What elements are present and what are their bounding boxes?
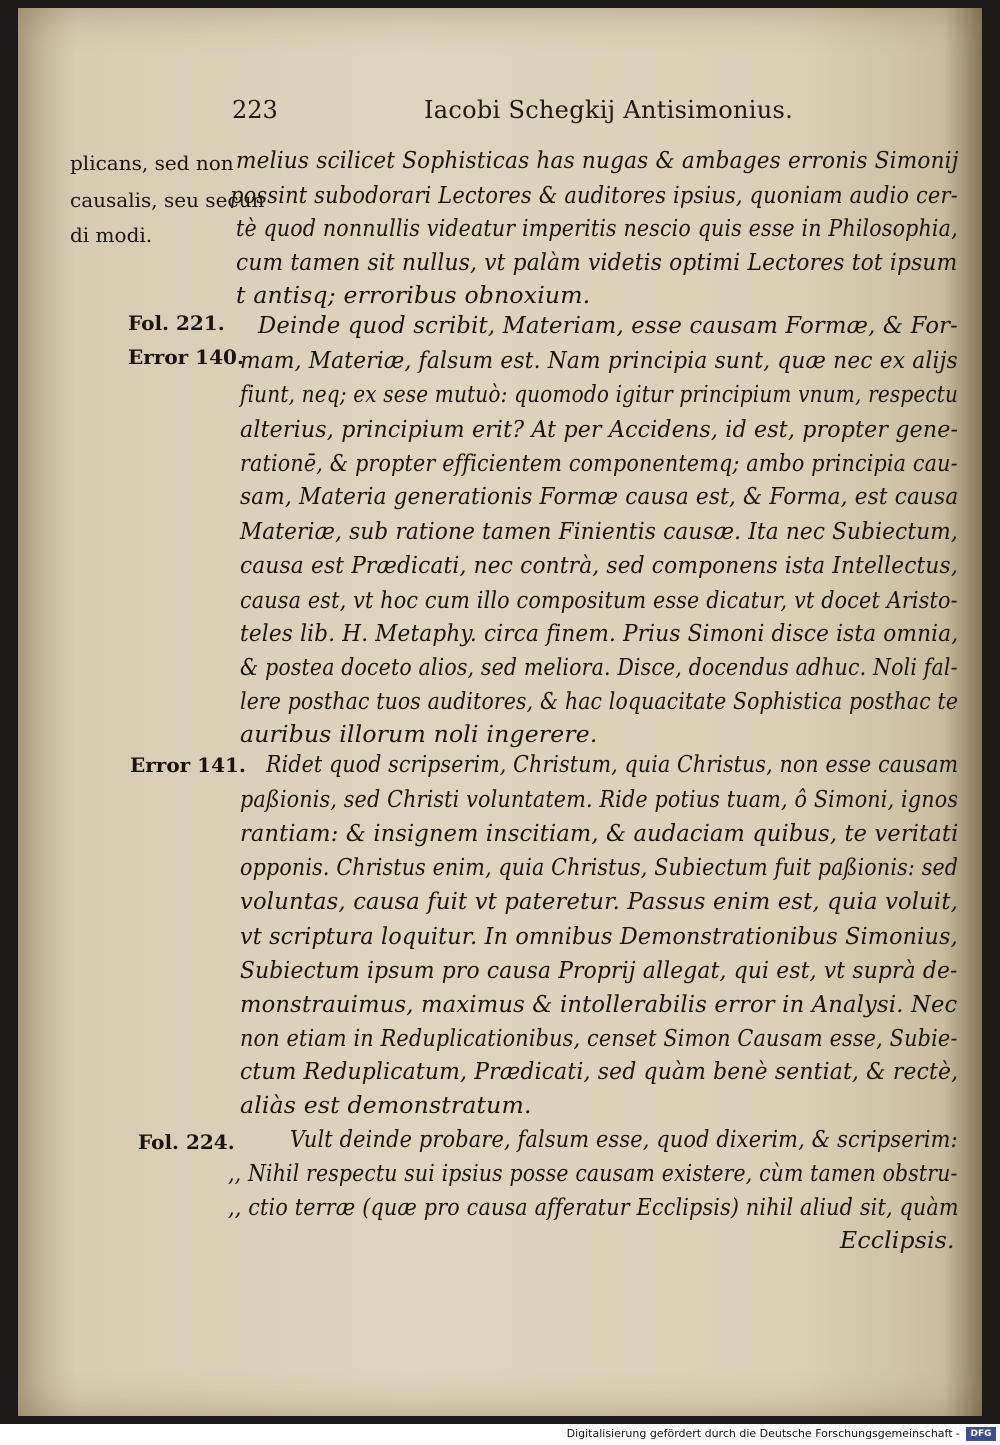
text-line: vt scriptura loquitur. In omnibus Demonstrationibus Simonius, bbox=[240, 922, 958, 950]
text-line: rationē, & propter efficientem componentemq; ambo principia cau- bbox=[240, 449, 958, 477]
text-line: & postea doceto alios, sed meliora. Disce, docendus adhuc. Noli fal- bbox=[240, 653, 958, 681]
text-line: ,, Nihil respectu sui ipsius posse causam existere, cùm tamen obstru- bbox=[228, 1159, 958, 1187]
running-head: Iacobi Schegkij Antisimonius. bbox=[424, 96, 794, 124]
text-line: tè quod nonnullis videatur imperitis nescio quis esse in Philosophia, bbox=[236, 214, 958, 242]
text-line: lere posthac tuos auditores, & hac loquacitate Sophistica posthac te bbox=[240, 687, 959, 715]
text-line: causa est Prædicati, nec contrà, sed componens ista Intellectus, bbox=[240, 551, 958, 579]
text-line: melius scilicet Sophisticas has nugas & ambages erronis Simonij bbox=[236, 146, 959, 174]
text-line: possint subodorari Lectores & auditores ipsius, quoniam audio cer- bbox=[230, 181, 958, 209]
book-page bbox=[18, 8, 982, 1416]
text-line: paßionis, sed Christi voluntatem. Ride potius tuam, ô Simoni, ignos bbox=[240, 785, 959, 813]
text-line: monstrauimus, maximus & intollerabilis error in Analysi. Nec bbox=[240, 990, 958, 1018]
margin-note: plicans, sed non bbox=[70, 151, 234, 175]
text-line: sam, Materia generationis Formæ causa est, & Forma, est causa bbox=[240, 482, 959, 510]
margin-note-folio: Fol. 221. bbox=[128, 311, 225, 335]
text-line: rantiam: & insignem inscitiam, & audaciam quibus, te veritati bbox=[240, 819, 959, 847]
text-line: Ridet quod scripserim, Christum, quia Christus, non esse causam bbox=[266, 750, 959, 778]
text-line: non etiam in Reduplicationibus, censet Simon Causam esse, Subie- bbox=[240, 1024, 958, 1052]
text-line: mam, Materiæ, falsum est. Nam principia sunt, quæ nec ex alijs bbox=[240, 346, 958, 374]
margin-note: di modi. bbox=[70, 223, 153, 247]
text-line: auribus illorum noli ingerere. bbox=[240, 720, 598, 748]
margin-note-error: Error 141. bbox=[130, 753, 246, 777]
text-line: Deinde quod scribit, Materiam, esse causam Formæ, & For- bbox=[258, 311, 959, 339]
text-line: ctum Reduplicatum, Prædicati, sed quàm benè sentiat, & rectè, bbox=[240, 1057, 959, 1085]
margin-note-folio: Fol. 224. bbox=[138, 1130, 235, 1154]
catchword: Ecclipsis. bbox=[840, 1226, 955, 1254]
text-line: teles lib. H. Metaphy. circa finem. Prius Simoni disce ista omnia, bbox=[240, 619, 959, 647]
margin-note: causalis, seu secun bbox=[70, 188, 265, 212]
text-line: causa est, vt hoc cum illo compositum esse dicatur, vt docet Aristo- bbox=[240, 586, 958, 614]
text-line: Subiectum ipsum pro causa Proprij allegat, qui est, vt suprà de- bbox=[240, 956, 958, 984]
dfg-logo: DFG bbox=[966, 1427, 996, 1441]
text-line: voluntas, causa fuit vt pateretur. Passus enim est, quia voluit, bbox=[240, 887, 959, 915]
digitization-footer bbox=[0, 1424, 1000, 1445]
text-line: Materiæ, sub ratione tamen Finientis causæ. Ita nec Subiectum, bbox=[240, 517, 958, 545]
text-line: opponis. Christus enim, quia Christus, Subiectum fuit paßionis: sed bbox=[240, 853, 959, 881]
text-line: Vult deinde probare, falsum esse, quod dixerim, & scripserim: bbox=[290, 1125, 958, 1153]
margin-note-error: Error 140. bbox=[128, 345, 244, 369]
text-line: t antisq; erroribus obnoxium. bbox=[236, 281, 591, 309]
text-line: fiunt, neq; ex sese mutuò: quomodo igitur principium vnum, respectu bbox=[240, 380, 959, 408]
text-line: cum tamen sit nullus, vt palàm videtis optimi Lectores tot ipsum bbox=[236, 248, 958, 276]
funding-notice: Digitalisierung gefördert durch die Deutsche Forschungsgemeinschaft - bbox=[566, 1427, 960, 1440]
text-line: ,, ctio terræ (quæ pro causa afferatur Ecclipsis) nihil aliud sit, quàm bbox=[228, 1193, 959, 1221]
text-line: aliàs est demonstratum. bbox=[240, 1091, 532, 1119]
text-line: alterius, principium erit? At per Accidens, id est, propter gene- bbox=[240, 415, 959, 443]
page-number: 223 bbox=[232, 96, 278, 124]
